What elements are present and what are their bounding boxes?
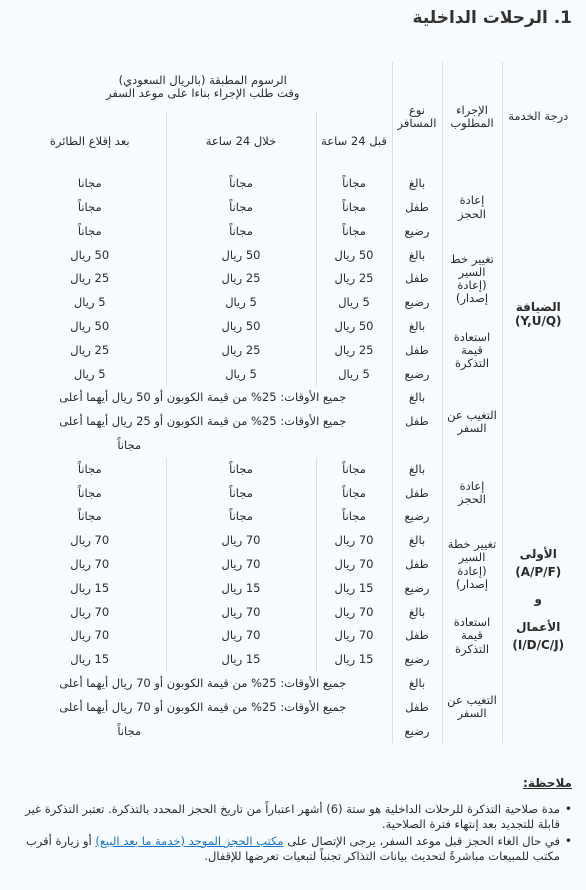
fee-before24: 5 ريال bbox=[316, 362, 392, 386]
pax-type: بالغ bbox=[392, 458, 442, 482]
fee-after: 5 ريال bbox=[73, 295, 106, 310]
fee-after: 15 ريال bbox=[70, 580, 110, 595]
fee-within24: مجاناً bbox=[166, 220, 316, 244]
pax-type: بالغ bbox=[392, 672, 442, 696]
fee-before24: مجاناً bbox=[316, 172, 392, 196]
fee-before24: مجاناً bbox=[316, 220, 392, 244]
fee-before24: مجاناً bbox=[316, 505, 392, 529]
fee-after: 70 ريال bbox=[70, 533, 110, 548]
fee-after: 25 ريال bbox=[70, 271, 110, 286]
no-show-fee: جميع الأوقات: 25% من قيمة الكوبون أو 50 ريال أيهما أعلى bbox=[59, 390, 347, 405]
fee-within24: 5 ريال bbox=[166, 362, 316, 386]
pax-type: طفل bbox=[392, 696, 442, 720]
reservations-office-link[interactable]: مكتب الحجز الموحد (خدمة ما بعد البيع) bbox=[95, 833, 284, 848]
fee-before24: 70 ريال bbox=[316, 624, 392, 648]
fees-table bbox=[14, 62, 574, 743]
class-first-name: الأولى bbox=[519, 546, 557, 561]
pax-type: بالغ bbox=[392, 529, 442, 553]
fee-before24: 70 ريال bbox=[316, 553, 392, 577]
fee-within24: 25 ريال bbox=[166, 339, 316, 363]
pax-type: بالغ bbox=[392, 243, 442, 267]
header-before24: قبل 24 ساعة bbox=[316, 112, 392, 172]
class-economy-name: الضيافة bbox=[515, 299, 561, 314]
procedure-name: استعادة قيمة التذكرة bbox=[442, 600, 502, 671]
fee-after: مجانا bbox=[77, 176, 102, 191]
procedure-name: إعادة الحجز bbox=[442, 172, 502, 243]
class-business-name: الأعمال bbox=[516, 620, 561, 635]
pax-type: طفل bbox=[392, 339, 442, 363]
class-and: و bbox=[534, 592, 542, 607]
procedure-name: إعادة الحجز bbox=[442, 458, 502, 529]
fee-after: مجاناً bbox=[77, 200, 102, 215]
class-business-codes: (I/D/C/J) bbox=[512, 638, 565, 653]
fee-before24: مجاناً bbox=[316, 196, 392, 220]
fee-within24: مجاناً bbox=[166, 505, 316, 529]
fee-after: مجاناً bbox=[77, 223, 102, 238]
pax-type: طفل bbox=[392, 196, 442, 220]
no-show-fee: جميع الأوقات: 25% من قيمة الكوبون أو 70 ريال أيهما أعلى bbox=[59, 699, 347, 714]
header-after-departure: بعد إقلاع الطائرة bbox=[49, 134, 130, 149]
header-fees bbox=[14, 62, 392, 112]
fee-after: 5 ريال bbox=[73, 366, 106, 381]
procedure-name: استعادة قيمة التذكرة bbox=[442, 315, 502, 386]
fee-within24: 5 ريال bbox=[166, 291, 316, 315]
fee-after: 50 ريال bbox=[70, 319, 110, 334]
header-within24: خلال 24 ساعة bbox=[166, 112, 316, 172]
pax-type: طفل bbox=[392, 410, 442, 434]
class-first-codes: (A/P/F) bbox=[515, 564, 562, 579]
fee-after: 70 ريال bbox=[70, 557, 110, 572]
fee-within24: 15 ريال bbox=[166, 577, 316, 601]
note-item bbox=[12, 802, 572, 832]
fee-before24: 50 ريال bbox=[316, 243, 392, 267]
pax-type: بالغ bbox=[392, 315, 442, 339]
note-text: مدة صلاحية التذكرة للرحلات الداخلية هو ستة (6) أشهر اعتباراً من تاريخ الحجز المحدد بالتذكرة. تعتبر التذكرة غير قابلة للتجديد بعد إنتهاء فترة الصلاحية. bbox=[25, 802, 560, 831]
note-item bbox=[12, 834, 572, 864]
no-show-fee: جميع الأوقات: 25% من قيمة الكوبون أو 70 ريال أيهما أعلى bbox=[59, 676, 347, 691]
header-passenger: نوع المسافر bbox=[392, 62, 442, 172]
class-economy bbox=[502, 172, 574, 458]
fee-within24: 70 ريال bbox=[166, 553, 316, 577]
page-title: 1. الرحلات الداخلية bbox=[412, 8, 572, 28]
pax-type: رضيع bbox=[392, 362, 442, 386]
procedure-name: تغيير خط السير (إعادة إصدار) bbox=[442, 243, 502, 314]
fee-within24: 70 ريال bbox=[166, 529, 316, 553]
header-class: درجة الخدمة bbox=[502, 62, 574, 172]
pax-type: رضيع bbox=[392, 220, 442, 244]
fee-within24: 70 ريال bbox=[166, 600, 316, 624]
fee-before24: 5 ريال bbox=[316, 291, 392, 315]
class-first-business bbox=[502, 458, 574, 744]
fee-before24: 25 ريال bbox=[316, 339, 392, 363]
fee-before24: 70 ريال bbox=[316, 600, 392, 624]
fee-within24: مجاناً bbox=[166, 196, 316, 220]
fee-before24: 50 ريال bbox=[316, 315, 392, 339]
notes-list bbox=[12, 802, 572, 866]
fee-after: مجاناً bbox=[77, 509, 102, 524]
note-text: في حال الغاء الحجز قبل موعد السفر، يرجى الإتصال على bbox=[283, 833, 560, 848]
pax-type: طفل bbox=[392, 267, 442, 291]
fee-before24: مجاناً bbox=[316, 458, 392, 482]
pax-type: رضيع bbox=[392, 648, 442, 672]
pax-type: بالغ bbox=[392, 172, 442, 196]
fee-within24: 70 ريال bbox=[166, 624, 316, 648]
no-show-fee: مجاناً bbox=[117, 438, 142, 453]
pax-type: طفل bbox=[392, 481, 442, 505]
pax-type: رضيع bbox=[392, 505, 442, 529]
no-show-fee: مجاناً bbox=[117, 723, 142, 738]
fee-after: 50 ريال bbox=[70, 247, 110, 262]
fee-within24: مجاناً bbox=[166, 458, 316, 482]
pax-type: طفل bbox=[392, 553, 442, 577]
class-economy-codes: (Y,U/Q) bbox=[514, 313, 562, 328]
header-fees-subtitle: وقت طلب الإجراء بناءا على موعد السفر bbox=[105, 86, 300, 100]
fee-after: 15 ريال bbox=[70, 652, 110, 667]
fee-within24: 50 ريال bbox=[166, 243, 316, 267]
pax-type bbox=[392, 434, 442, 458]
fee-after: مجاناً bbox=[77, 485, 102, 500]
fee-before24: 15 ريال bbox=[316, 577, 392, 601]
pax-type: طفل bbox=[392, 624, 442, 648]
fee-within24: مجاناً bbox=[166, 172, 316, 196]
procedure-name: التغيب عن السفر bbox=[442, 386, 502, 457]
header-fees-title: الرسوم المطبقة (بالريال السعودي) bbox=[118, 72, 287, 87]
fee-within24: 15 ريال bbox=[166, 648, 316, 672]
fee-after: 70 ريال bbox=[70, 628, 110, 643]
fee-within24: 25 ريال bbox=[166, 267, 316, 291]
fee-before24: مجاناً bbox=[316, 481, 392, 505]
fee-after: 25 ريال bbox=[70, 342, 110, 357]
header-procedure: الإجراء المطلوب bbox=[442, 62, 502, 172]
fee-before24: 25 ريال bbox=[316, 267, 392, 291]
notes-title: ملاحظة: bbox=[523, 776, 572, 790]
pax-type: رضيع bbox=[392, 291, 442, 315]
fee-before24: 70 ريال bbox=[316, 529, 392, 553]
fee-after: 70 ريال bbox=[70, 604, 110, 619]
procedure-name: تغيير خطة السير (إعادة إصدار) bbox=[442, 529, 502, 600]
procedure-name: التغيب عن السفر bbox=[442, 672, 502, 743]
note-text: أو زيارة أقرب مكتب للمبيعات مباشرةً لتحديث بيانات التذاكر تجنباً لتبعيات تعرضها للإقفال. bbox=[25, 833, 560, 863]
pax-type: بالغ bbox=[392, 386, 442, 410]
pax-type: رضيع bbox=[392, 577, 442, 601]
pax-type: بالغ bbox=[392, 600, 442, 624]
fee-before24: 15 ريال bbox=[316, 648, 392, 672]
no-show-fee: جميع الأوقات: 25% من قيمة الكوبون أو 25 ريال أيهما أعلى bbox=[59, 414, 347, 429]
fee-within24: 50 ريال bbox=[166, 315, 316, 339]
pax-type: رضيع bbox=[392, 719, 442, 743]
fee-after: مجاناً bbox=[77, 461, 102, 476]
fee-within24: مجاناً bbox=[166, 481, 316, 505]
